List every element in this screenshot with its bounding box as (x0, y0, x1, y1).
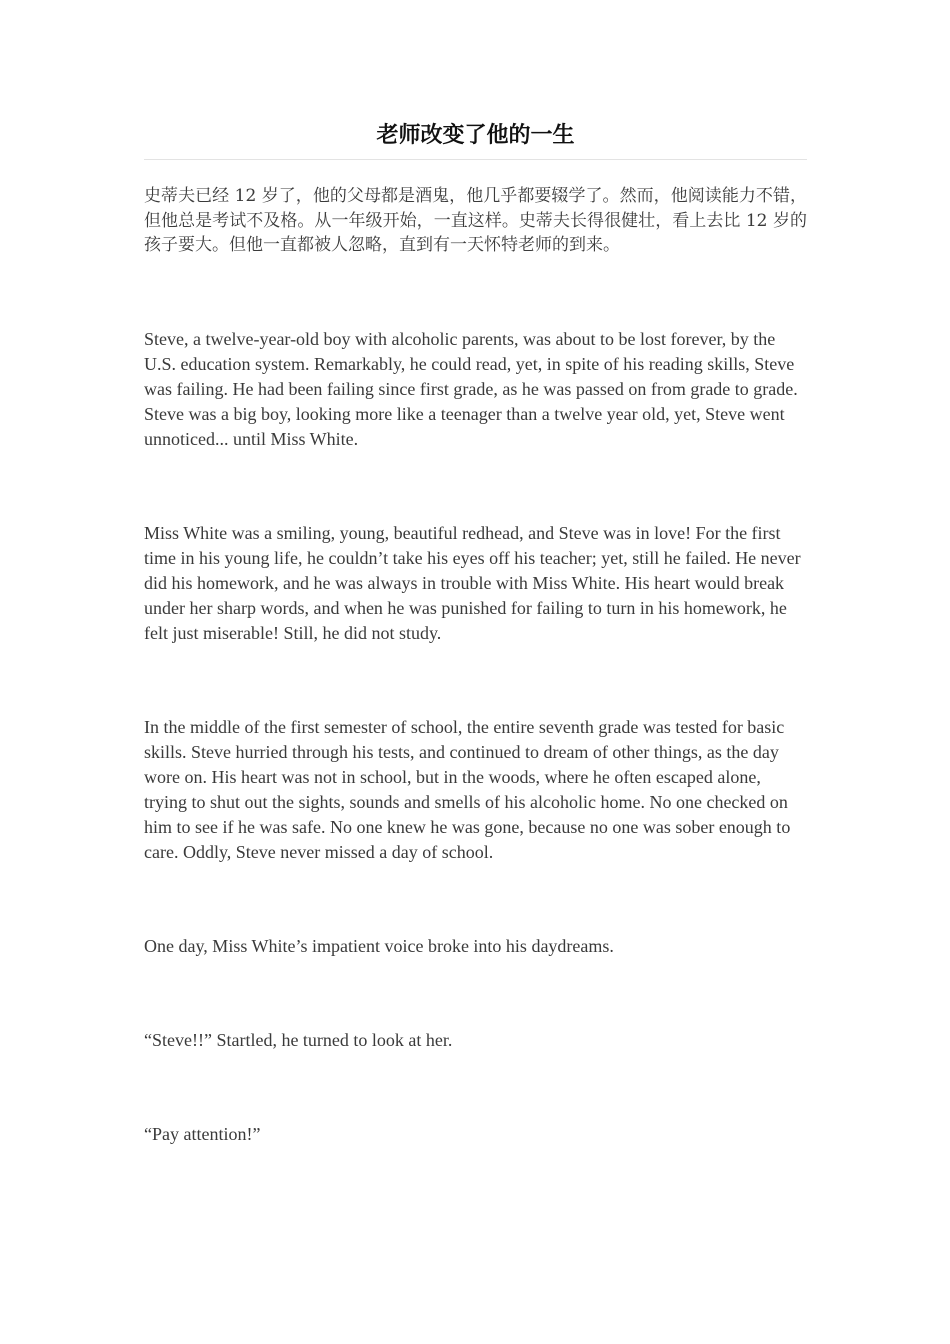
paragraph-spacer (144, 452, 807, 521)
paragraph-english-6: “Pay attention!” (144, 1123, 261, 1144)
paragraph-english-4: One day, Miss White’s impatient voice broke into his daydreams. (144, 935, 614, 956)
paragraph-english-3: In the middle of the first semester of school, the entire seventh grade was tested for basic skills. Steve hurried through his tests, and continued to dream of other things, as the day wore on. His heart was not in school, but in the woods, where he often escaped alone, trying to shut out the sights, sounds and smells of his alcoholic home. No one checked on him to see if he was safe. No one knew he was gone, because no one was sober enough to care. Oddly, Steve never missed a day of school. (144, 716, 791, 862)
document-title: 老师改变了他的一生 (144, 118, 807, 160)
paragraph-spacer (144, 646, 807, 715)
document-body (144, 118, 807, 1147)
paragraph-chinese-intro: 史蒂夫已经 12 岁了，他的父母都是酒鬼，他几乎都要辍学了。然而，他阅读能力不错，但他总是考试不及格。从一年级开始，一直这样。史蒂夫长得很健壮，看上去比 12 岁的孩子要大。但他一直都被人忽略，直到有一天怀特老师的到来。 (144, 186, 807, 255)
paragraph-english-5: “Steve!!” Startled, he turned to look at her. (144, 1029, 453, 1050)
paragraph-spacer (144, 959, 807, 1028)
paragraph-english-1: Steve, a twelve-year-old boy with alcoholic parents, was about to be lost forever, by the U.S. education system. Remarkably, he could read, yet, in spite of his reading skills, Steve was failing. He had been failing since first grade, as he was passed on from grade to grade. Steve was a big boy, looking more like a teenager than a twelve year old, yet, Steve went unnoticed... until Miss White. (144, 328, 798, 449)
paragraph-spacer (144, 1053, 807, 1122)
paragraph-english-2: Miss White was a smiling, young, beautiful redhead, and Steve was in love! For the first time in his young life, he couldn’t take his eyes off his teacher; yet, still he failed. He never did his homework, and he was always in trouble with Miss White. His heart would break under her sharp words, and when he was punished for failing to turn in his homework, he felt just miserable! Still, he did not study. (144, 522, 801, 643)
paragraph-spacer (144, 865, 807, 934)
paragraph-spacer (144, 258, 807, 327)
